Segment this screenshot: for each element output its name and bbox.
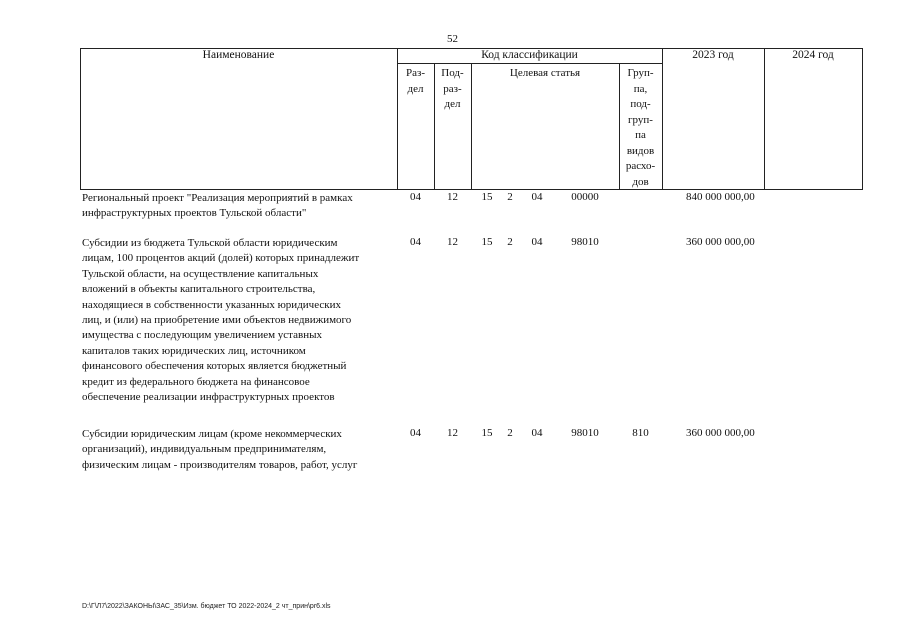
file-path-footer: D:\Г\Л7\2022\ЗАКОНЫ\ЗАС_35\Изм. бюджет ТО 2022-2024_2 чт_прин\pr6.xls [82, 603, 331, 610]
row-target-1: 15 [481, 236, 493, 248]
row-target-1: 15 [481, 427, 493, 439]
header-group: Груп- па, под- груп- па видов расхо- дов [625, 67, 656, 188]
header-name: Наименование [202, 49, 275, 61]
row-description: Субсидии из бюджета Тульской области юридическим лицам, 100 процентов акций (долей) которых принадлежит Тульской области, на осуществление капитальных вложений в объекты капитального строительства, находящиеся в собственности указанных юридических лиц, и (или) на приобретение ими объектов недвижимого имущества с последующим увеличением уставных капиталов таких юридических лиц, источником финансового обеспечения которых является бюджетный кредит из федерального бюджета на финансовое обеспечение реализации инфраструктурных проектов [82, 237, 360, 404]
row-target-3: 04 [531, 191, 543, 203]
row-group: 810 [632, 427, 649, 439]
header-classification: Код классификации [481, 49, 578, 61]
row-description: Субсидии юридическим лицам (кроме некоммерческих организаций), индивидуальным предпринимателям, физическим лицам - производителям товаров, работ, услуг [82, 428, 358, 471]
row-target-2: 2 [507, 427, 513, 439]
row-razdel: 04 [410, 236, 421, 248]
row-target-2: 2 [507, 191, 513, 203]
row-target-4: 98010 [571, 427, 599, 439]
row-target-3: 04 [531, 427, 543, 439]
row-target-4: 00000 [571, 191, 599, 203]
header-razdel: Раз- дел [405, 67, 425, 95]
row-podrazdel: 12 [447, 191, 458, 203]
header-podrazdel: Под- раз- дел [441, 67, 464, 110]
row-amount-2023: 840 000 000,00 [686, 191, 755, 203]
header-year-2024: 2024 год [792, 49, 834, 61]
row-target-3: 04 [531, 236, 543, 248]
row-podrazdel: 12 [447, 236, 458, 248]
row-podrazdel: 12 [447, 427, 458, 439]
row-amount-2023: 360 000 000,00 [686, 236, 755, 248]
page-number: 52 [447, 33, 458, 45]
header-year-2023: 2023 год [692, 49, 734, 61]
header-target-article: Целевая статья [509, 67, 581, 79]
row-target-2: 2 [507, 236, 513, 248]
row-target-4: 98010 [571, 236, 599, 248]
row-amount-2023: 360 000 000,00 [686, 427, 755, 439]
row-razdel: 04 [410, 427, 421, 439]
row-razdel: 04 [410, 191, 421, 203]
row-description: Региональный проект "Реализация мероприятий в рамках инфраструктурных проектов Тульской области" [82, 192, 353, 220]
row-target-1: 15 [481, 191, 493, 203]
